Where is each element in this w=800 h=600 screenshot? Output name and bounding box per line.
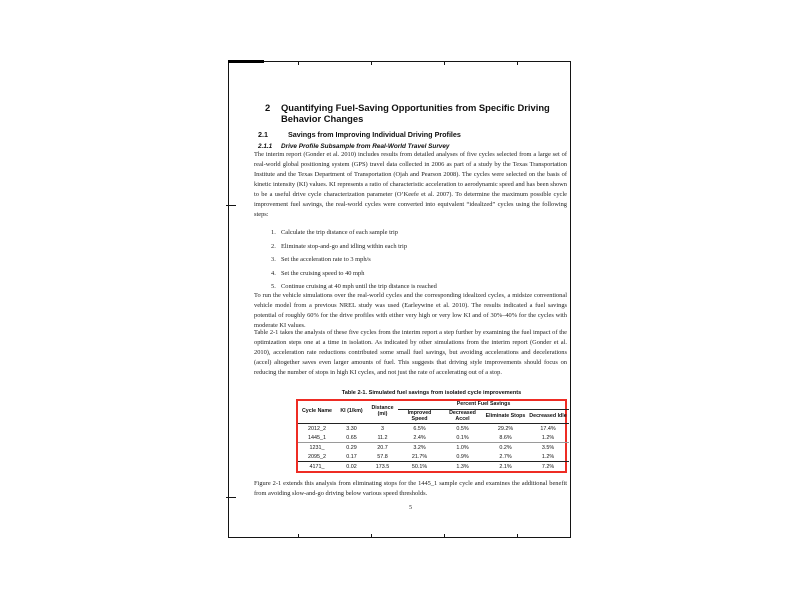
table-cell: 0.29: [346, 444, 357, 451]
chapter-number: 2: [265, 102, 271, 113]
table-cell: 17.4%: [540, 425, 556, 432]
item-text: Calculate the trip distance of each sample trip: [281, 229, 398, 236]
item-number: 5.: [271, 283, 276, 290]
item-number: 2.: [271, 242, 276, 250]
highlight-box: [296, 399, 567, 473]
column-header: Cycle Name: [301, 408, 333, 415]
section-title: Savings from Improving Individual Driving Profiles: [288, 130, 461, 139]
table-cell: 1.3%: [456, 463, 469, 470]
crop-tick-top: [444, 61, 445, 65]
table-cell: 2.7%: [499, 453, 512, 460]
table-cell: 0.02: [346, 463, 357, 470]
chapter-heading: [265, 102, 562, 125]
sub-header: Eliminate Stops: [485, 412, 526, 419]
paragraph-simulation-results: To run the vehicle simulations over the real-world cycles and the corresponding idealized cycles, a midsize conventional vehicle model from a previous NREL study was used (Earleywine et al. 2010). The results indicated a fuel savings potential of roughly 60% for the drive profiles with either very high or very low KI and of 30%–40% for the cycles with moderate KI values.: [254, 292, 567, 329]
item-number: 3.: [271, 256, 276, 263]
crop-tick-top: [517, 61, 518, 65]
table-cell: 3.5%: [541, 444, 555, 451]
crop-tick-top: [371, 61, 372, 65]
item-number: 1.: [271, 229, 276, 236]
table-cell: 3: [381, 425, 384, 432]
crop-tick-top: [298, 61, 299, 65]
table-row: [298, 424, 569, 434]
column-header: Distance (mi): [371, 405, 394, 418]
chapter-title: Quantifying Fuel-Saving Opportunities from Specific Driving Behavior Changes: [281, 102, 550, 125]
group-header: Percent Fuel Savings: [398, 401, 569, 409]
table-cell: 0.2%: [499, 444, 512, 451]
subsection-title: Drive Profile Subsample from Real-World Travel Survey: [281, 142, 450, 150]
crop-tick-bottom: [298, 534, 299, 538]
document-page: [228, 61, 571, 538]
sub-header: Decreased Accel: [449, 409, 476, 422]
table-cell: 50.1%: [411, 463, 428, 470]
paragraph-figure-reference: Figure 2-1 extends this analysis from eliminating stops for the 1445_1 sample cycle and examines the additional benefit from avoiding slow-and-go driving below various speed thresholds.: [254, 480, 567, 497]
crop-tick-left: [226, 205, 236, 206]
paragraph-intro: The interim report (Gonder et al. 2010) includes results from detailed analyses of five cycles selected from a large set of real-world global positioning system (GPS) travel data collected in 2006 as part of a study by the Texas Transportation Institute and the Texas Department of Transportation (Ojah and Pearson 2008). The cycles were selected on the basis of kinetic intensity (KI) values. KI represents a ratio of characteristic acceleration to aerodynamic speed and has been shown to be a useful drive cycle characterization parameter (O’Keefe et al. 2007). To determine the maximum possible cycle improvement fuel savings, the real-world cycles were converted into equivalent “idealized” cycles using the following steps:: [254, 151, 567, 218]
table-cell: 3.2%: [413, 444, 426, 451]
table-cell: 1.2%: [541, 434, 555, 441]
list-item: [271, 269, 561, 279]
table-cell: 2.1%: [499, 463, 512, 470]
item-number: 4.: [271, 269, 276, 277]
crop-tick-bottom: [517, 534, 518, 538]
section-number: 2.1: [258, 130, 268, 139]
table-cell: 0.65: [346, 434, 357, 441]
sub-header: Improved Speed: [407, 409, 432, 422]
crop-tick-bottom: [371, 534, 372, 538]
fuel-savings-table: [298, 401, 569, 471]
page-number: 5: [408, 504, 413, 511]
table-cell: 1445_1: [308, 434, 326, 441]
column-header: KI (1/km): [340, 408, 363, 415]
table-cell: 1231_: [309, 444, 325, 451]
table-cell: 0.1%: [456, 434, 469, 441]
sub-header: Decreased Idle: [529, 412, 567, 419]
paragraph-table-discussion: Table 2-1 takes the analysis of these five cycles from the interim report a step further by examining the fuel impact of the optimization steps one at a time in isolation. As indicated by other simulations from the interim report (Gonder et al. 2010), acceleration rate reductions contributed some small fuel savings, but avoiding accelerations and decelerations (accel) altogether saves even larger amounts of fuel. This suggests that driving style improvements should focus on reducing the number of stops in high KI cycles, and not just the rate of accelerating out of a stop.: [254, 329, 567, 376]
item-text: Continue cruising at 40 mph until the trip distance is reached: [281, 283, 437, 290]
table-cell: 57.8: [377, 453, 388, 460]
table-cell: 2095_2: [308, 453, 326, 460]
corner-mark: [228, 60, 264, 63]
table-row: [298, 462, 569, 472]
crop-tick-bottom: [444, 534, 445, 538]
table-cell: 21.7%: [411, 453, 428, 460]
table-cell: 11.2: [377, 434, 388, 441]
table-cell: 3.30: [346, 425, 357, 432]
section-heading: [258, 131, 562, 139]
table-cell: 8.6%: [499, 434, 512, 441]
item-text: Eliminate stop-and-go and idling within each trip: [281, 242, 408, 250]
list-item: [271, 228, 561, 238]
table-cell: 20.7: [377, 444, 388, 451]
table-cell: 1.2%: [541, 453, 555, 460]
table-row: [298, 443, 569, 453]
table-cell: 173.5: [375, 463, 390, 470]
list-item: [271, 242, 561, 252]
table-cell: 0.17: [346, 453, 357, 460]
subsection-heading: [258, 143, 562, 150]
table-cell: 4171_: [309, 463, 325, 470]
table-cell: 7.2%: [541, 463, 555, 470]
table-cell: 2012_2: [308, 425, 326, 432]
table-cell: 6.5%: [413, 425, 426, 432]
list-item: [271, 255, 561, 265]
table-row: [298, 452, 569, 462]
table-row: [298, 433, 569, 443]
table-cell: 0.5%: [456, 425, 469, 432]
table-cell: 1.0%: [456, 444, 469, 451]
crop-tick-left: [226, 497, 236, 498]
item-text: Set the acceleration rate to 3 mph/s: [281, 256, 371, 263]
table-cell: 29.2%: [497, 425, 514, 432]
table-caption: Table 2-1. Simulated fuel savings from isolated cycle improvements: [341, 390, 522, 396]
item-text: Set the cruising speed to 40 mph: [281, 269, 365, 277]
idealized-cycle-steps-list: [271, 228, 561, 296]
table-cell: 2.4%: [413, 434, 426, 441]
table-cell: 0.9%: [456, 453, 469, 460]
subsection-number: 2.1.1: [258, 142, 273, 150]
